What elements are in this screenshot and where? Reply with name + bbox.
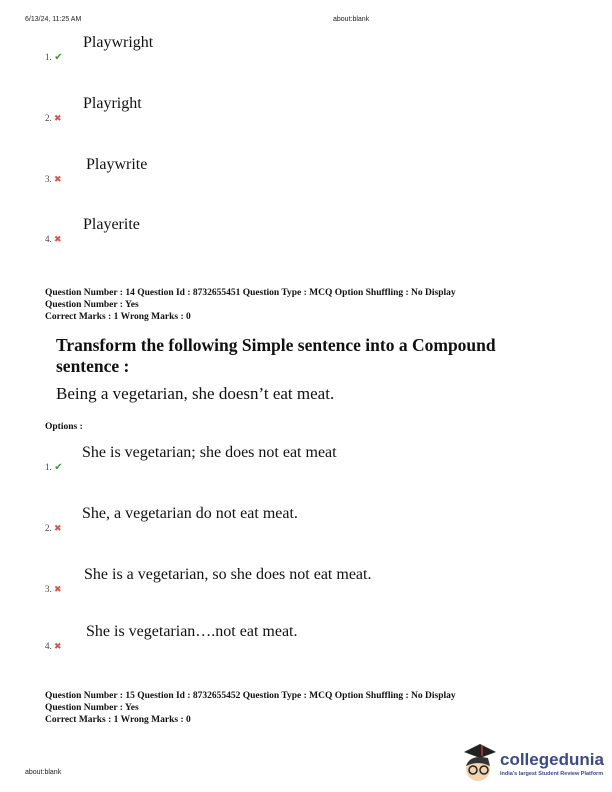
option-text: Playerite [83,216,140,233]
question-sentence: Being a vegetarian, she doesn’t eat meat. [56,384,335,403]
q15-meta-line: Correct Marks : 1 Wrong Marks : 0 [45,715,191,725]
footer-url: about:blank [25,769,62,776]
q15-meta [45,690,456,726]
option-number-label: 4. [45,234,52,244]
option-number [45,234,62,245]
option-number-label: 3. [45,584,52,594]
option-text: She, a vegetarian do not eat meat. [82,505,298,522]
cross-icon: ✖ [51,234,62,244]
q15-meta-line: Question Number : Yes [45,703,139,713]
cross-icon: ✖ [51,584,62,594]
option-number-label: 2. [45,523,52,533]
option-text: Playwright [83,34,154,51]
options-label: Options : [45,422,83,432]
option-text: Playright [83,95,142,112]
cross-icon: ✖ [51,523,62,533]
q14-meta-line: Question Number : Yes [45,300,139,310]
option-text: Playwrite [86,156,148,173]
option-number [45,174,62,185]
option-number-label: 1. [45,462,52,472]
option-number-label: 3. [45,174,52,184]
option-text: She is vegetarian….not eat meat. [86,623,298,640]
logo-name: collegedunia [500,750,604,769]
cross-icon: ✖ [51,641,62,651]
option-number [45,462,63,473]
option-text: She is a vegetarian, so she does not eat meat. [84,566,372,583]
question-text: Transform the following Simple sentence into a Compound sentence : [56,335,496,376]
option-number-label: 1. [45,52,52,62]
option-number [45,584,62,595]
print-datetime: 6/13/24, 11:25 AM [25,16,82,23]
q14-meta [45,287,456,323]
option-number [45,113,62,124]
print-url: about:blank [333,16,370,23]
q14-meta-line: Correct Marks : 1 Wrong Marks : 0 [45,312,191,322]
collegedunia-logo [458,742,608,788]
option-text: She is vegetarian; she does not eat meat [82,444,337,461]
q14-meta-line: Question Number : 14 Question Id : 8732655451 Question Type : MCQ Option Shuffling : No Display [45,288,456,298]
cross-icon: ✖ [51,113,62,123]
cross-icon: ✖ [51,174,62,184]
option-number-label: 4. [45,641,52,651]
mascot-icon [458,742,498,788]
option-number [45,523,62,534]
option-number [45,641,62,652]
logo-tagline: India's largest Student Review Platform [500,771,604,777]
check-icon: ✔ [51,462,63,473]
q15-meta-line: Question Number : 15 Question Id : 8732655452 Question Type : MCQ Option Shuffling : No Display [45,691,456,701]
option-number-label: 2. [45,113,52,123]
check-icon: ✔ [51,52,63,63]
option-number [45,52,63,63]
